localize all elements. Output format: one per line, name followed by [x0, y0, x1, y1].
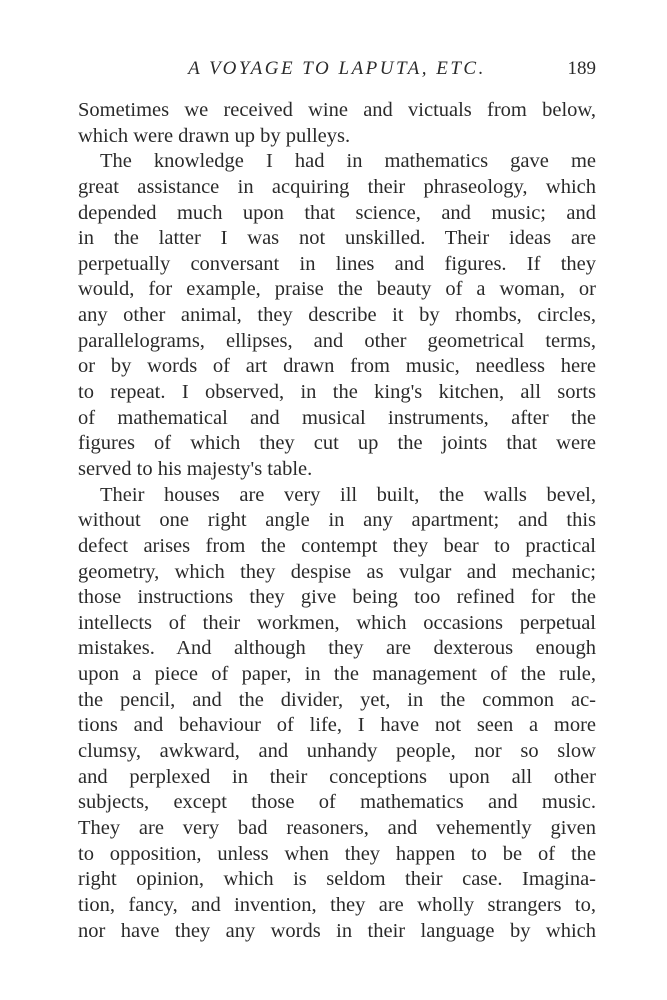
text-line: parallelograms, ellipses, and other geometrical terms,: [78, 329, 596, 352]
text-line: Sometimes we received wine and victuals from below,: [78, 99, 596, 121]
text-line: without one right angle in any apartment; and this: [78, 509, 596, 532]
text-line: in the latter I was not unskilled. Their ideas are: [78, 227, 596, 250]
text-line: figures of which they cut up the joints that were: [78, 432, 596, 455]
text-line: They are very bad reasoners, and vehemently given: [78, 816, 596, 839]
text-line: which were drawn up by pulleys.: [78, 124, 351, 147]
text-line: upon a piece of paper, in the management of the rule,: [78, 663, 596, 686]
text-line: to repeat. I observed, in the king's kitchen, all sorts: [78, 381, 596, 404]
text-line: tions and behaviour of life, I have not seen a more: [78, 714, 596, 737]
text-line: any other animal, they describe it by rhombs, circles,: [78, 304, 596, 327]
text-line: served to his majesty's table.: [78, 457, 313, 480]
text-line: great assistance in acquiring their phraseology, which: [78, 175, 596, 198]
text-line: and perplexed in their conceptions upon all other: [78, 765, 596, 788]
text-line: Their houses are very ill built, the walls bevel,: [100, 483, 596, 506]
text-line: nor have they any words in their language by which: [78, 919, 596, 942]
text-line: tion, fancy, and invention, they are wholly strangers to,: [78, 893, 596, 916]
text-line: of mathematical and musical instruments, after the: [78, 406, 596, 429]
running-title: A VOYAGE TO LAPUTA, ETC.: [188, 58, 486, 79]
text-line: right opinion, which is seldom their case. Imagina-: [78, 868, 596, 891]
text-line: or by words of art drawn from music, needless here: [78, 355, 596, 378]
text-line: geometry, which they despise as vulgar and mechanic;: [78, 560, 596, 583]
text-line: clumsy, awkward, and unhandy people, nor so slow: [78, 740, 596, 763]
text-line: depended much upon that science, and music; and: [78, 201, 596, 224]
text-line: The knowledge I had in mathematics gave me: [100, 150, 596, 173]
text-line: to opposition, unless when they happen to be of the: [78, 842, 596, 865]
text-line: would, for example, praise the beauty of a woman, or: [78, 278, 596, 301]
page-header: [78, 58, 596, 88]
text-line: perpetually conversant in lines and figures. If they: [78, 252, 596, 275]
text-line: subjects, except those of mathematics and music.: [78, 791, 596, 814]
body-text: [78, 98, 596, 944]
text-line: the pencil, and the divider, yet, in the common ac-: [78, 688, 596, 711]
text-line: those instructions they give being too refined for the: [78, 586, 596, 609]
text-line: intellects of their workmen, which occasions perpetual: [78, 611, 596, 634]
text-line: defect arises from the contempt they bear to practical: [78, 534, 596, 557]
page-number: 189: [567, 58, 596, 79]
text-line: mistakes. And although they are dexterous enough: [78, 637, 596, 660]
